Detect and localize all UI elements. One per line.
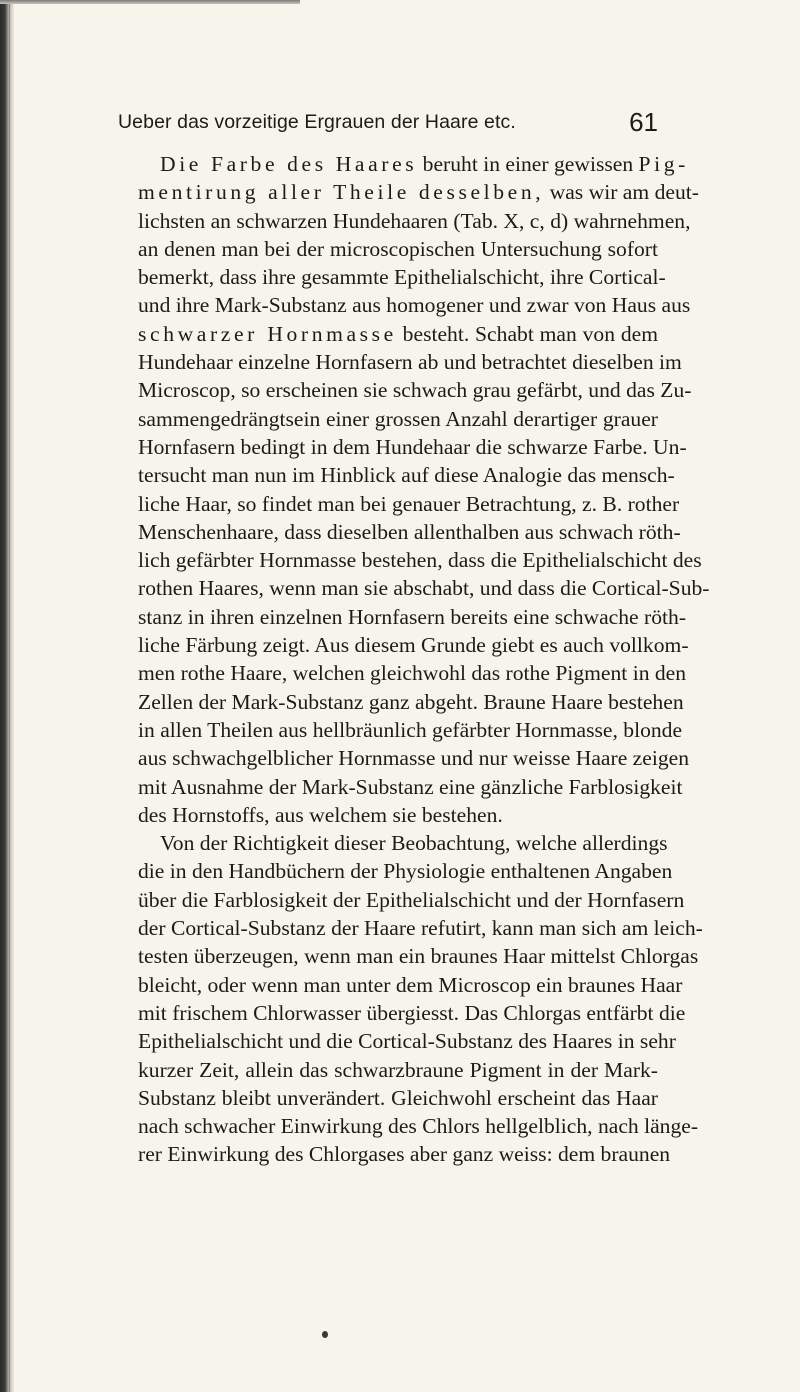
text-segment: Epithelialschicht und die Cortical-Substanz des Haares in sehr xyxy=(138,1029,676,1054)
text-segment: lichsten an schwarzen Hundehaaren (Tab. X, c, d) wahrnehmen, xyxy=(138,208,691,233)
text-segment: in allen Theilen aus hellbräunlich gefärbter Hornmasse, blonde xyxy=(138,717,683,742)
text-line xyxy=(138,914,703,942)
page-header xyxy=(118,107,658,143)
text-segment: liche Färbung zeigt. Aus diesem Grunde giebt es auch vollkom- xyxy=(138,633,689,658)
top-edge-shadow xyxy=(0,0,300,4)
text-line xyxy=(138,688,684,716)
text-line xyxy=(138,263,666,291)
page-number: 61 xyxy=(629,107,658,137)
text-line xyxy=(138,801,658,829)
text-line xyxy=(138,178,699,206)
text-line xyxy=(138,829,668,857)
text-segment: Microscop, so erscheinen sie schwach grau gefärbt, und das Zu- xyxy=(138,378,692,403)
text-line xyxy=(138,1112,699,1140)
text-segment: nach schwacher Einwirkung des Chlors hellgelblich, nach länge- xyxy=(138,1114,699,1139)
text-segment: des Hornstoffs, aus welchem sie bestehen. xyxy=(138,802,503,827)
text-line xyxy=(138,150,689,178)
text-segment: bemerkt, dass ihre gesammte Epithelialschicht, ihre Cortical- xyxy=(138,265,666,290)
text-segment: über die Farblosigkeit der Epithelialschicht und der Hornfasern xyxy=(138,887,685,912)
binding-shadow-line xyxy=(9,0,10,1392)
text-segment: rer Einwirkung des Chlorgases aber ganz weiss: dem braunen xyxy=(138,1142,671,1167)
text-segment: sammengedrängtsein einer grossen Anzahl derartiger grauer xyxy=(138,406,658,431)
text-segment: bleicht, oder wenn man unter dem Microscop ein braunes Haar xyxy=(138,972,683,997)
text-segment: Von der Richtigkeit dieser Beobachtung, welche allerdings xyxy=(160,831,668,856)
text-line xyxy=(138,942,699,970)
emphasized-text: mentirung aller Theile desselben, xyxy=(138,180,545,205)
text-line xyxy=(138,603,687,631)
ink-speck xyxy=(322,1331,328,1338)
text-line xyxy=(138,1027,676,1055)
emphasized-text: Pig- xyxy=(638,152,689,176)
text-line xyxy=(138,886,685,914)
text-line xyxy=(138,348,682,376)
text-line xyxy=(138,744,690,772)
text-line xyxy=(138,631,689,659)
text-segment: testen überzeugen, wenn man ein braunes Haar mittelst Chlorgas xyxy=(138,944,699,969)
text-line xyxy=(138,773,683,801)
book-binding-edge xyxy=(0,0,14,1392)
text-line xyxy=(138,291,691,319)
body-text xyxy=(138,150,710,1169)
text-segment: Substanz bleibt unverändert. Gleichwohl erscheint das Haar xyxy=(138,1085,658,1110)
text-line xyxy=(138,971,683,999)
text-segment: stanz in ihren einzelnen Hornfasern bereits eine schwache röth- xyxy=(138,604,687,629)
text-segment: liche Haar, so findet man bei genauer Betrachtung, z. B. rother xyxy=(138,491,680,516)
text-line xyxy=(138,320,658,348)
text-line xyxy=(138,207,691,235)
text-line xyxy=(138,1084,658,1112)
text-segment: der Cortical-Substanz der Haare refutirt, kann man sich am leich- xyxy=(138,916,703,941)
text-segment: Zellen der Mark-Substanz ganz abgeht. Braune Haare bestehen xyxy=(138,689,684,714)
text-line xyxy=(138,546,702,574)
text-segment: und ihre Mark-Substanz aus homogener und zwar von Haus aus xyxy=(138,293,691,318)
text-line xyxy=(138,574,710,602)
text-line xyxy=(138,405,658,433)
text-line xyxy=(138,999,686,1027)
text-segment: Hundehaar einzelne Hornfasern ab und betrachtet dieselben im xyxy=(138,350,682,375)
text-segment: die in den Handbüchern der Physiologie enthaltenen Angaben xyxy=(138,859,673,884)
text-line xyxy=(138,518,681,546)
text-line xyxy=(138,433,687,461)
text-segment: lich gefärbter Hornmasse bestehen, dass die Epithelialschicht des xyxy=(138,548,702,573)
text-line xyxy=(138,1140,671,1168)
text-segment: beruht in einer gewissen xyxy=(417,152,639,176)
text-segment: kurzer Zeit, allein das schwarzbraune Pigment in der Mark- xyxy=(138,1057,658,1082)
text-line xyxy=(138,235,658,263)
text-line xyxy=(138,461,675,489)
text-segment: aus schwachgelblicher Hornmasse und nur weisse Haare zeigen xyxy=(138,746,690,771)
text-line xyxy=(138,659,687,687)
text-segment: Menschenhaare, dass dieselben allenthalben aus schwach röth- xyxy=(138,519,681,544)
text-line xyxy=(138,376,692,404)
text-segment: rothen Haares, wenn man sie abschabt, und dass die Cortical-Sub- xyxy=(138,576,710,601)
text-segment: an denen man bei der microscopischen Untersuchung sofort xyxy=(138,236,658,261)
text-segment: besteht. Schabt man von dem xyxy=(396,321,658,346)
text-line xyxy=(138,490,680,518)
text-segment: was wir am deut- xyxy=(544,180,699,205)
text-segment: Hornfasern bedingt in dem Hundehaar die schwarze Farbe. Un- xyxy=(138,434,687,459)
text-segment: mit Ausnahme der Mark-Substanz eine gänzliche Farblosigkeit xyxy=(138,774,683,799)
emphasized-text: Die Farbe des Haares xyxy=(160,152,418,176)
running-title: Ueber das vorzeitige Ergrauen der Haare etc. xyxy=(118,111,516,133)
text-line xyxy=(138,857,673,885)
text-segment: tersucht man nun im Hinblick auf diese Analogie das mensch- xyxy=(138,463,675,488)
text-segment: men rothe Haare, welchen gleichwohl das rothe Pigment in den xyxy=(138,661,687,686)
emphasized-text: schwarzer Hornmasse xyxy=(138,321,397,346)
text-line xyxy=(138,1056,658,1084)
text-segment: mit frischem Chlorwasser übergiesst. Das Chlorgas entfärbt die xyxy=(138,1000,686,1025)
text-line xyxy=(138,716,683,744)
